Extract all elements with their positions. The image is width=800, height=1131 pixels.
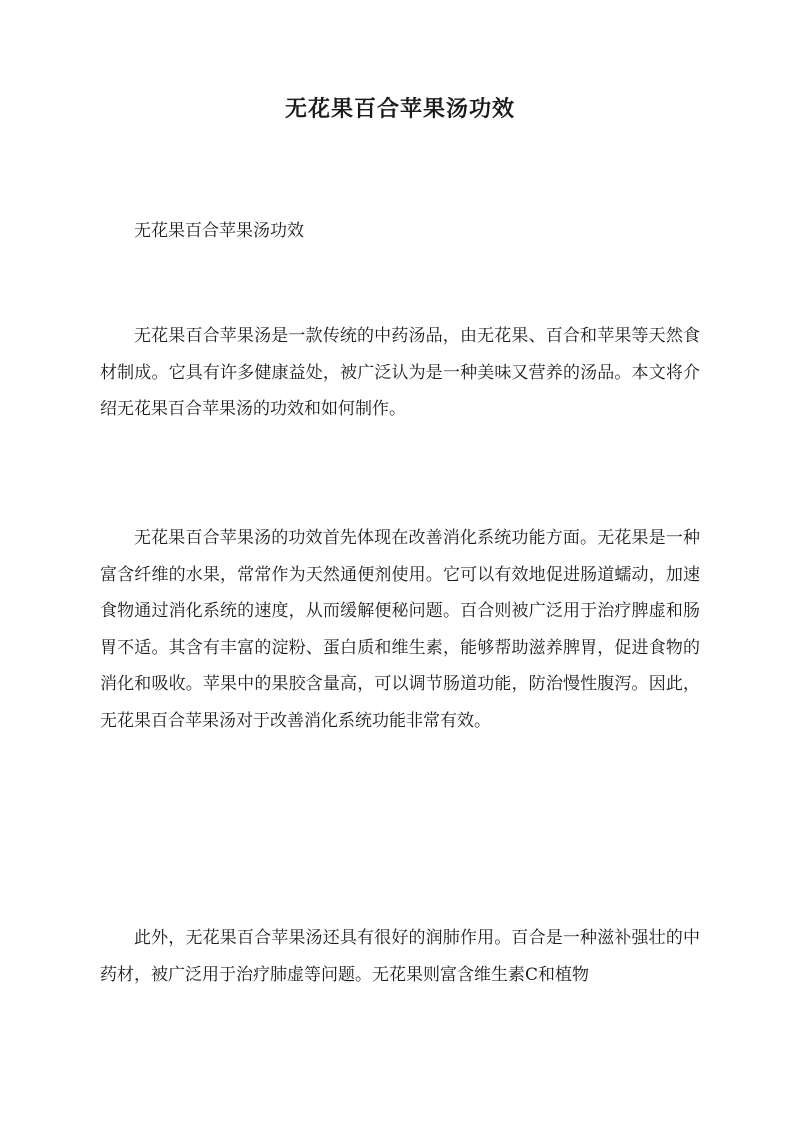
document-title: 无花果百合苹果汤功效: [284, 96, 515, 122]
paragraph-lung: 此外，无花果百合苹果汤还具有很好的润肺作用。百合是一种滋补强壮的中药材，被广泛用于治疗肺虚等问题。无花果则富含维生素C和植物: [100, 928, 700, 985]
document-subtitle: 无花果百合苹果汤功效: [134, 221, 304, 241]
paragraph-digestion: 无花果百合苹果汤的功效首先体现在改善消化系统功能方面。无花果是一种富含纤维的水果，常常作为天然通便剂使用。它可以有效地促进肠道蠕动，加速食物通过消化系统的速度，从而缓解便秘问题。百合则被广泛用于治疗脾虚和肠胃不适。其含有丰富的淀粉、蛋白质和维生素，能够帮助滋养脾胃，促进食物的消化和吸收。苹果中的果胶含量高，可以调节肠道功能，防治慢性腹泻。因此，无花果百合苹果汤对于改善消化系统功能非常有效。: [100, 528, 700, 731]
paragraph-intro: 无花果百合苹果汤是一款传统的中药汤品，由无花果、百合和苹果等天然食材制成。它具有许多健康益处，被广泛认为是一种美味又营养的汤品。本文将介绍无花果百合苹果汤的功效和如何制作。: [100, 326, 700, 419]
